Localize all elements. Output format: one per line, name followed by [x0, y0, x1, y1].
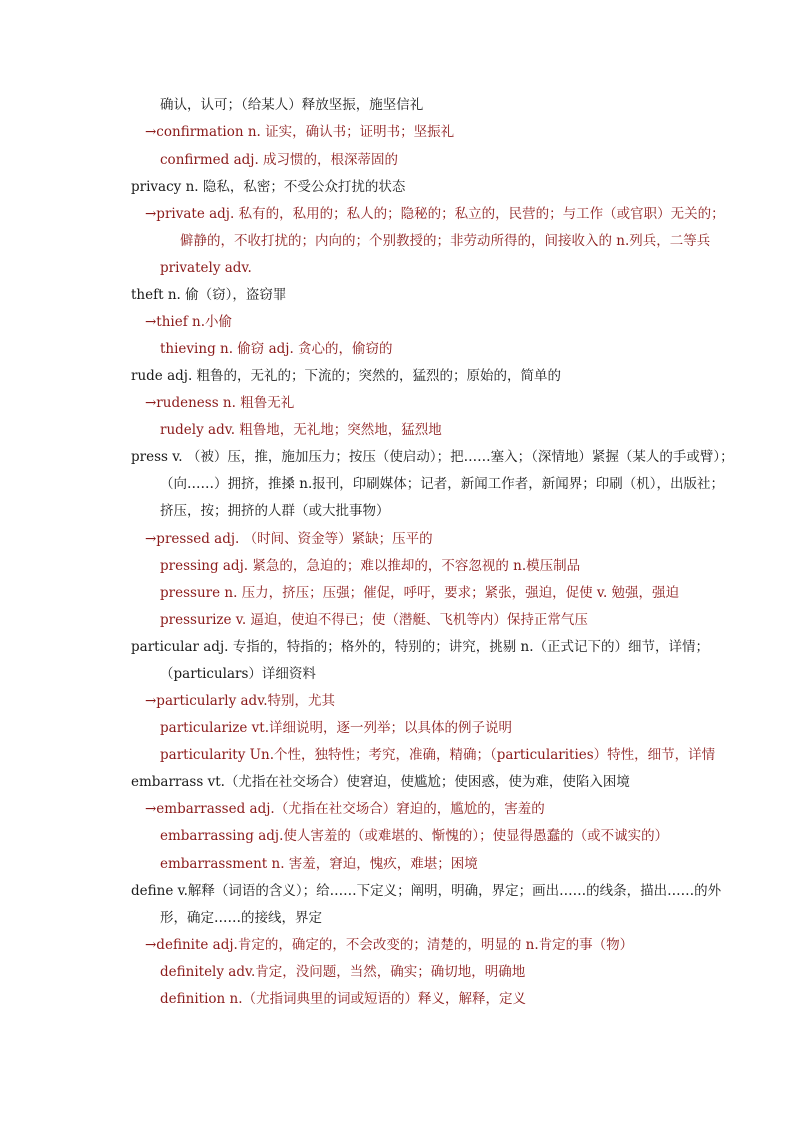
text-line-7: privately adv.: [160, 260, 252, 276]
text-line-22: （particulars）详细资料: [160, 666, 316, 682]
text-line-14: press v. （被）压，推，施加压力；按压（使启动）；把……塞入；（深情地）紧握（某人的手或臂）；: [131, 449, 734, 465]
text-line-15: （向……）拥挤，推搡 n.报刊，印刷媒体；记者，新闻工作者，新闻界；印刷（机），出版社；: [160, 476, 725, 492]
text-line-2: →confirmation n. 证实，确认书；证明书；坚振礼: [145, 124, 455, 140]
text-line-4: privacy n. 隐私，私密；不受公众打扰的状态: [131, 179, 406, 195]
text-line-32: →definite adj.肯定的，确定的，不会改变的；清楚的，明显的 n.肯定的事（物）: [145, 937, 634, 953]
text-line-8: theft n. 偷（窃），盗窃罪: [131, 287, 287, 303]
text-line-21: particular adj. 专指的，特指的；格外的，特别的；讲究，挑剔 n.（正式记下的）细节，详情；: [131, 639, 709, 655]
text-line-27: →embarrassed adj.（尤指在社交场合）窘迫的，尴尬的，害羞的: [145, 801, 545, 817]
text-line-33: definitely adv.肯定，没问题，当然，确实；确切地，明确地: [160, 964, 526, 980]
text-line-16: 挤压，按；拥挤的人群（或大批事物）: [160, 503, 390, 519]
text-line-13: rudely adv. 粗鲁地，无礼地；突然地，猛烈地: [160, 422, 442, 438]
text-line-1: 确认，认可；（给某人）释放坚振，施坚信礼: [160, 97, 424, 113]
text-line-28: embarrassing adj.使人害羞的（或难堪的、惭愧的）；使显得愚蠢的（或不诚实的）: [160, 828, 669, 844]
text-line-25: particularity Un.个性，独特性；考究，准确，精确；（particularities）特性，细节，详情: [160, 747, 716, 763]
text-line-30: define v.解释（词语的含义）；给……下定义；阐明，明确，界定；画出……的线条，描出……的外: [131, 883, 722, 899]
text-line-29: embarrassment n. 害羞，窘迫，愧疚，难堪；困境: [160, 856, 478, 872]
text-line-20: pressurize v. 逼迫，使迫不得已；使（潜艇、飞机等内）保持正常气压: [160, 612, 588, 628]
text-line-19: pressure n. 压力，挤压；压强；催促，呼吁，要求；紧张，强迫，促使 v. 勉强，强迫: [160, 585, 680, 601]
text-line-3: confirmed adj. 成习惯的，根深蒂固的: [160, 152, 399, 168]
text-line-5: →private adj. 私有的，私用的；私人的；隐秘的；私立的，民营的；与工作（或官职）无关的；: [145, 206, 725, 222]
text-line-26: embarrass vt.（尤指在社交场合）使窘迫，使尴尬；使困惑，使为难，使陷入困境: [131, 774, 630, 790]
text-line-10: thieving n. 偷窃 adj. 贪心的，偷窃的: [160, 341, 393, 357]
text-line-11: rude adj. 粗鲁的，无礼的；下流的；突然的，猛烈的；原始的，简单的: [131, 368, 562, 384]
text-line-23: →particularly adv.特别，尤其: [145, 693, 336, 709]
text-line-31: 形，确定……的接线，界定: [160, 910, 322, 926]
text-line-34: definition n.（尤指词典里的词或短语的）释义，解释，定义: [160, 991, 526, 1007]
text-line-17: →pressed adj. （时间、资金等）紧缺；压平的: [145, 531, 433, 547]
text-line-24: particularize vt.详细说明，逐一列举；以具体的例子说明: [160, 720, 513, 736]
text-line-6: 僻静的，不收打扰的；内向的；个别教授的；非劳动所得的，间接收入的 n.列兵，二等兵: [180, 233, 711, 249]
text-line-12: →rudeness n. 粗鲁无礼: [145, 395, 295, 411]
text-line-18: pressing adj. 紧急的，急迫的；难以推却的，不容忽视的 n.模压制品: [160, 558, 581, 574]
text-line-9: →thief n.小偷: [145, 314, 233, 330]
